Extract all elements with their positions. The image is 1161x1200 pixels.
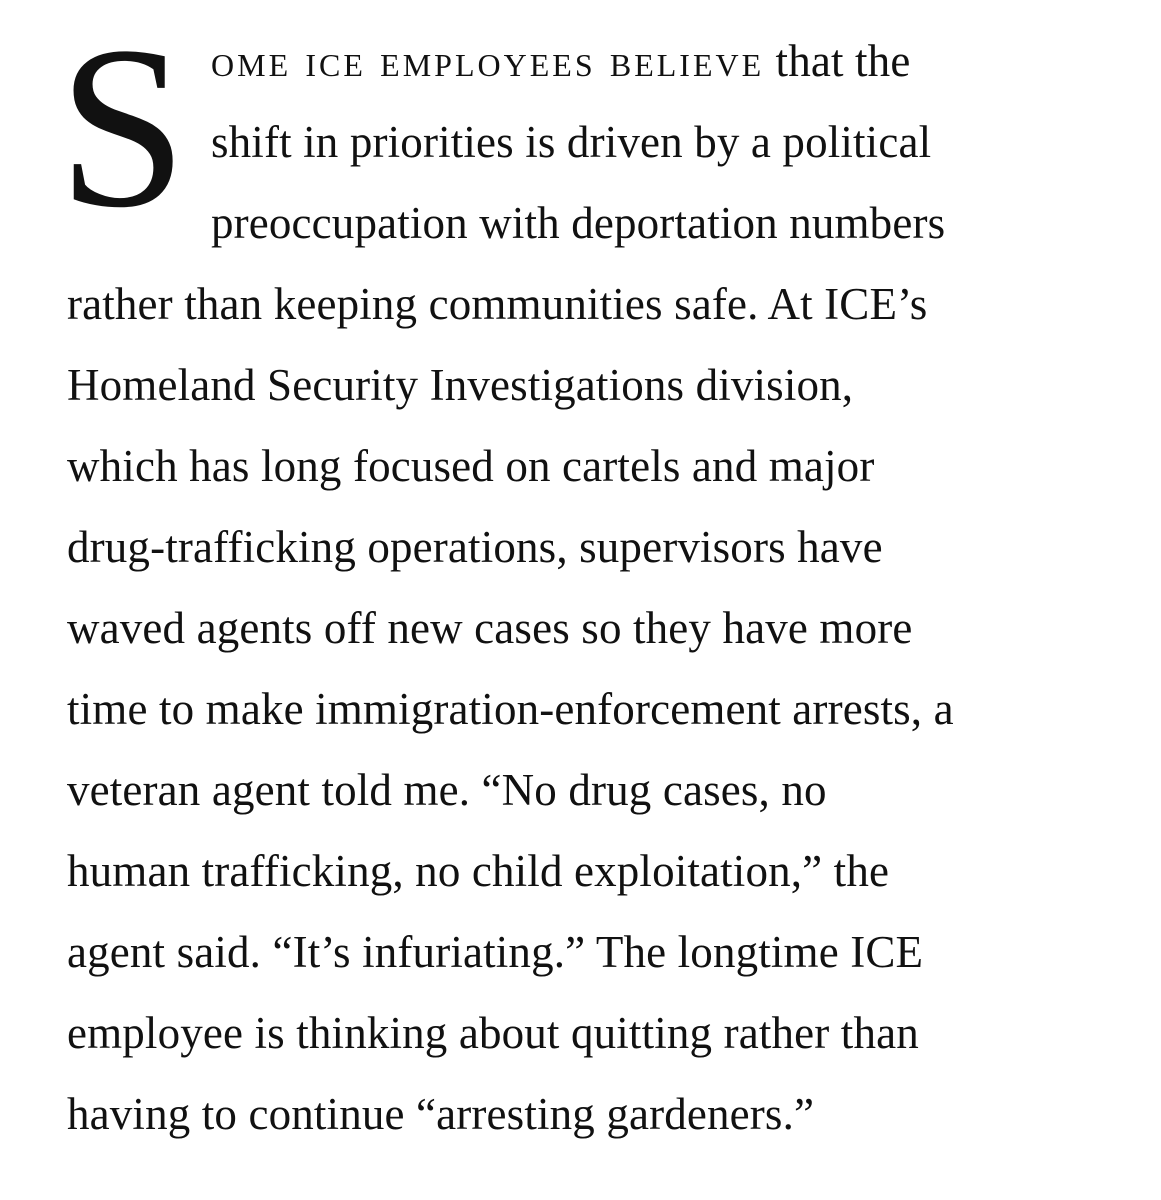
paragraph-line-11: human trafficking, no child exploitation,” the bbox=[67, 846, 890, 896]
paragraph-line-3: preoccupation with deportation numbers bbox=[211, 198, 946, 248]
paragraph-line-2: shift in priorities is driven by a political bbox=[211, 117, 932, 167]
paragraph-line-8: waved agents off new cases so they have more bbox=[67, 603, 913, 653]
paragraph-line-6: which has long focused on cartels and major bbox=[67, 441, 875, 491]
paragraph-line-12: agent said. “It’s infuriating.” The longtime ICE bbox=[67, 927, 924, 977]
paragraph-line-4: rather than keeping communities safe. At ICE’s bbox=[67, 279, 928, 329]
line-1-text: that the bbox=[764, 36, 911, 86]
paragraph-line-7: drug-trafficking operations, supervisors have bbox=[67, 522, 883, 572]
paragraph-line-1 bbox=[211, 36, 910, 86]
paragraph-line-10: veteran agent told me. “No drug cases, no bbox=[67, 765, 827, 815]
lead-in-smallcaps: ome ice employees believe bbox=[211, 36, 765, 86]
paragraph-line-13: employee is thinking about quitting rather than bbox=[67, 1008, 919, 1058]
paragraph-line-9: time to make immigration-enforcement arrests, a bbox=[67, 684, 954, 734]
paragraph-line-14: having to continue “arresting gardeners.” bbox=[67, 1089, 815, 1139]
drop-cap: S bbox=[58, 0, 188, 256]
paragraph-line-5: Homeland Security Investigations division, bbox=[67, 360, 854, 410]
